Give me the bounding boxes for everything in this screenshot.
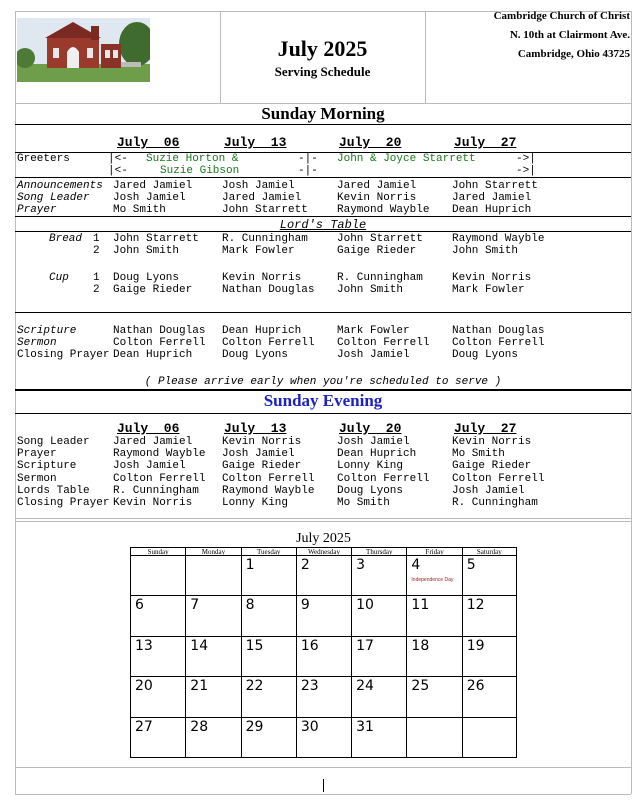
calendar-day-number: 15 (245, 637, 264, 654)
weekday-header: Monday (185, 547, 240, 556)
server-name: Nathan Douglas (222, 284, 315, 296)
church-address-city: Cambridge, Ohio 43725 (517, 48, 630, 60)
greeters-arrow-mid: -|- (298, 153, 318, 165)
calendar-day-number: 24 (356, 678, 374, 695)
server-name: Colton Ferrell (452, 337, 545, 349)
server-name: Doug Lyons (337, 484, 404, 497)
holiday-label: Independence Day (411, 577, 454, 583)
calendar-day-number: 4 (411, 557, 421, 573)
calendar-day-cell[interactable] (241, 637, 296, 677)
church-photo (17, 18, 150, 82)
calendar-day-number: 16 (300, 637, 319, 654)
server-name: Mo Smith (337, 497, 390, 509)
calendar-day-cell[interactable] (462, 637, 517, 677)
closing-top-rule (15, 312, 631, 313)
calendar-day-cell[interactable] (185, 677, 240, 717)
server-name: Josh Jamiel (222, 448, 295, 461)
calendar-day-cell[interactable] (462, 596, 517, 636)
server-name: Dean Huprich (222, 325, 302, 337)
server-name: Kevin Norris (113, 497, 193, 509)
server-name: Jared Jamiel (337, 180, 417, 192)
calendar-day-cell[interactable] (296, 637, 351, 677)
calendar-day-number: 28 (190, 718, 209, 735)
server-name: Nathan Douglas (113, 325, 206, 337)
bread-position: 1 (93, 233, 100, 245)
calendar-day-number: 31 (356, 718, 374, 735)
server-name: Colton Ferrell (337, 472, 430, 485)
greeters-label: Greeters (17, 153, 70, 165)
server-name: Lonny King (337, 460, 404, 473)
server-name: Doug Lyons (222, 349, 289, 361)
calendar-day-number: 18 (411, 637, 430, 654)
weekday-header: Friday (406, 547, 461, 556)
weekday-header: Saturday (462, 547, 517, 556)
calendar-day-cell[interactable] (406, 637, 461, 677)
calendar-day-number: 2 (300, 557, 310, 573)
morning-date-2: July 13 (224, 135, 287, 150)
server-name: Colton Ferrell (222, 472, 315, 485)
calendar-day-cell[interactable] (406, 596, 461, 636)
evening-title: Sunday Evening (263, 391, 383, 410)
server-name: Raymond Wayble (337, 204, 430, 216)
greeter-name: Suzie Gibson (160, 165, 240, 177)
morning-date-1: July 06 (117, 135, 180, 150)
server-name: Gaige Rieder (222, 460, 302, 473)
calendar-day-cell[interactable] (462, 556, 517, 596)
greeters-arrow-left: |<- (108, 165, 128, 177)
calendar-day-number: 3 (356, 557, 366, 573)
morning-title: Sunday Morning (261, 104, 385, 123)
server-name: Josh Jamiel (337, 436, 410, 448)
server-name: Kevin Norris (222, 272, 302, 284)
calendar-title: July 2025 (296, 531, 351, 546)
calendar-day-number: 21 (190, 678, 209, 695)
greeters-arrow-right: ->| (516, 165, 536, 177)
schedule-bottom-border (15, 518, 631, 519)
calendar-day-number: 10 (356, 597, 374, 614)
calendar-day-number: 9 (300, 597, 310, 614)
calendar-day-cell[interactable] (296, 677, 351, 717)
lords-table-heading: Lord's Table (279, 218, 367, 232)
server-name: R. Cunningham (452, 497, 538, 509)
calendar-day-cell[interactable] (296, 556, 351, 596)
server-name: Gaige Rieder (452, 460, 532, 473)
server-name: John Starrett (222, 204, 308, 216)
server-name: John Starrett (113, 233, 199, 245)
server-name: Colton Ferrell (337, 337, 430, 349)
calendar-day-number: 7 (190, 597, 200, 614)
evening-title-rule (15, 413, 631, 414)
server-name: Dean Huprich (113, 349, 193, 361)
duty-label: Prayer (17, 204, 57, 216)
duty-label: Prayer (17, 448, 57, 461)
server-name: R. Cunningham (222, 233, 308, 245)
calendar-top-border (15, 521, 631, 522)
duty-label: Lords Table (17, 484, 90, 497)
server-name: Colton Ferrell (452, 472, 545, 485)
calendar-day-cell[interactable] (241, 556, 296, 596)
calendar-day-cell[interactable] (406, 718, 461, 758)
server-name: Colton Ferrell (113, 337, 206, 349)
evening-date-2: July 13 (224, 421, 287, 436)
server-name: Jared Jamiel (222, 192, 302, 204)
duty-label: Sermon (17, 337, 57, 349)
calendar-day-number: 12 (466, 597, 485, 614)
calendar-day-cell[interactable] (185, 718, 240, 758)
calendar-day-cell[interactable] (185, 637, 240, 677)
server-name: Kevin Norris (222, 436, 302, 448)
calendar-day-number: 6 (135, 597, 144, 614)
greeters-bottom-rule (15, 177, 631, 178)
calendar-day-cell[interactable] (241, 596, 296, 636)
calendar-grid (130, 547, 517, 758)
server-name: R. Cunningham (337, 272, 423, 284)
calendar-day-number: 30 (300, 718, 319, 735)
calendar-day-cell[interactable] (130, 637, 185, 677)
calendar-day-number: 20 (135, 678, 153, 695)
greeter-name: John & Joyce Starrett (337, 153, 476, 165)
server-name: Josh Jamiel (452, 484, 525, 497)
weekday-header: Thursday (351, 547, 406, 556)
calendar-day-number: 22 (245, 678, 264, 695)
server-name: Josh Jamiel (113, 460, 186, 473)
calendar-day-cell[interactable] (130, 556, 185, 596)
duty-label: Sermon (17, 472, 57, 485)
server-name: Colton Ferrell (113, 472, 206, 485)
server-name: John Smith (452, 245, 519, 257)
server-name: Gaige Rieder (337, 245, 417, 257)
calendar-day-cell[interactable] (351, 637, 406, 677)
church-name: Cambridge Church of Christ (493, 10, 630, 22)
morning-title-rule (15, 124, 631, 125)
text-cursor (323, 779, 324, 792)
page-title: July 2025 (277, 36, 368, 61)
calendar-day-cell[interactable] (406, 556, 461, 596)
server-name: Josh Jamiel (222, 180, 295, 192)
calendar-day-cell[interactable] (241, 718, 296, 758)
server-name: John Starrett (337, 233, 423, 245)
calendar-day-cell[interactable] (406, 677, 461, 717)
lords-table-top-rule (15, 216, 631, 217)
calendar-day-cell[interactable] (296, 596, 351, 636)
server-name: Doug Lyons (113, 272, 180, 284)
header-divider-right (425, 11, 426, 103)
lords-table-bottom-rule (15, 231, 631, 232)
duty-label: Closing Prayer (17, 349, 110, 361)
calendar-day-cell[interactable] (296, 718, 351, 758)
calendar-day-number: 14 (190, 637, 209, 654)
calendar-day-cell[interactable] (351, 556, 406, 596)
evening-date-3: July 20 (339, 421, 402, 436)
calendar-day-cell[interactable] (351, 718, 406, 758)
duty-label: Announcements (17, 180, 103, 192)
server-name: Mo Smith (452, 448, 505, 461)
server-name: Colton Ferrell (222, 337, 315, 349)
bread-label: Bread (49, 233, 83, 245)
server-name: Jared Jamiel (113, 180, 193, 192)
calendar-day-cell[interactable] (351, 677, 406, 717)
calendar-day-number: 19 (466, 637, 485, 654)
weekday-header: Sunday (130, 547, 185, 556)
greeters-arrow-left: |<- (108, 153, 128, 165)
server-name: Kevin Norris (452, 436, 532, 448)
calendar-day-cell[interactable] (185, 596, 240, 636)
server-name: John Smith (337, 284, 404, 296)
bread-position: 2 (93, 245, 100, 257)
duty-label: Scripture (17, 460, 77, 473)
calendar-day-cell[interactable] (130, 677, 185, 717)
church-address-street: N. 10th at Clairmont Ave. (509, 29, 630, 41)
calendar-day-cell[interactable] (462, 718, 517, 758)
server-name: Kevin Norris (337, 192, 417, 204)
calendar-day-number: 13 (135, 637, 153, 654)
calendar-day-cell[interactable] (185, 556, 240, 596)
server-name: John Starrett (452, 180, 538, 192)
calendar-day-number: 11 (411, 597, 430, 614)
calendar-day-number: 27 (135, 718, 153, 735)
calendar-day-cell[interactable] (462, 677, 517, 717)
evening-date-1: July 06 (117, 421, 180, 436)
server-name: Jared Jamiel (452, 192, 532, 204)
server-name: Dean Huprich (337, 448, 417, 461)
server-name: Josh Jamiel (113, 192, 186, 204)
duty-label: Scripture (17, 325, 77, 337)
greeters-arrow-mid: -|- (298, 165, 318, 177)
weekday-header: Wednesday (296, 547, 351, 556)
duty-label: Song Leader (17, 436, 90, 448)
server-name: Nathan Douglas (452, 325, 545, 337)
server-name: Raymond Wayble (113, 448, 206, 461)
calendar-day-cell[interactable] (241, 677, 296, 717)
footer-bottom-border (15, 794, 631, 795)
calendar-day-number: 1 (245, 557, 255, 573)
server-name: John Smith (113, 245, 180, 257)
server-name: Raymond Wayble (222, 484, 315, 497)
calendar-day-number: 17 (356, 637, 374, 654)
calendar-day-number: 8 (245, 597, 255, 614)
server-name: Gaige Rieder (113, 284, 193, 296)
cup-label: Cup (49, 272, 69, 284)
calendar-day-number: 26 (466, 678, 485, 695)
server-name: Mo Smith (113, 204, 166, 216)
page-subtitle: Serving Schedule (274, 64, 371, 79)
cup-position: 1 (93, 272, 100, 284)
server-name: R. Cunningham (113, 484, 199, 497)
evening-date-4: July 27 (454, 421, 517, 436)
server-name: Doug Lyons (452, 349, 519, 361)
calendar-day-number: 5 (466, 557, 476, 573)
server-name: Dean Huprich (452, 204, 532, 216)
server-name: Kevin Norris (452, 272, 532, 284)
server-name: Josh Jamiel (337, 349, 410, 361)
arrive-early-note: ( Please arrive early when you're scheduled to serve ) (144, 376, 502, 388)
greeters-arrow-right: ->| (516, 153, 536, 165)
calendar-day-cell[interactable] (130, 718, 185, 758)
server-name: Mark Fowler (337, 325, 410, 337)
server-name: Jared Jamiel (113, 436, 193, 448)
morning-date-4: July 27 (454, 135, 517, 150)
calendar-day-number: 25 (411, 678, 430, 695)
server-name: Lonny King (222, 497, 289, 509)
duty-label: Song Leader (17, 192, 90, 204)
footer-top-border (15, 767, 631, 768)
greeter-name: Suzie Horton & (146, 153, 239, 165)
server-name: Raymond Wayble (452, 233, 545, 245)
server-name: Mark Fowler (452, 284, 525, 296)
duty-label: Closing Prayer (17, 497, 110, 509)
calendar-day-cell[interactable] (351, 596, 406, 636)
server-name: Mark Fowler (222, 245, 295, 257)
weekday-header: Tuesday (241, 547, 296, 556)
cup-position: 2 (93, 284, 100, 296)
morning-date-3: July 20 (339, 135, 402, 150)
calendar-day-number: 29 (245, 718, 264, 735)
calendar-day-number: 23 (300, 678, 319, 695)
page-right-border (631, 11, 632, 794)
calendar-day-cell[interactable] (130, 596, 185, 636)
